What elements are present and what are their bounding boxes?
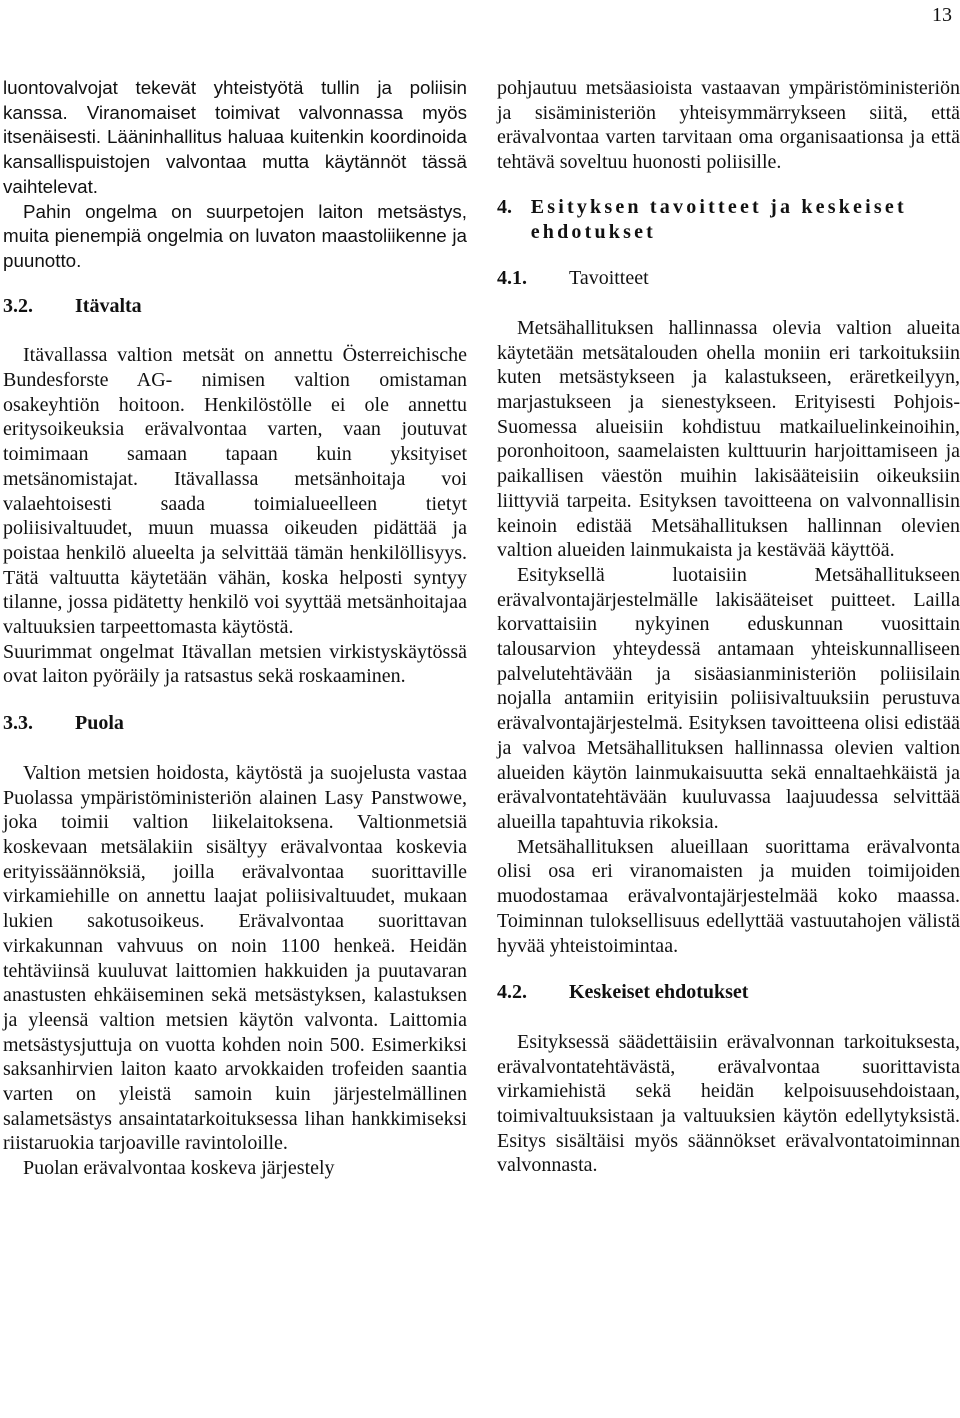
section-title: Keskeiset ehdotukset xyxy=(569,981,749,1004)
section-title: Puola xyxy=(75,712,124,735)
proposals-paragraph: Esityksessä säädettäisiin erävalvonnan tarkoituksesta, erävalvontatehtävästä, erävalvontaa suorittavista virkamiehistä sekä heidän kelpoisuusehdoistaan, toimivaltuuksistaan ja valtuuksien käytön edellytyksistä. Esitys sisältäisi myös säännökset erävalvontatoiminnan valvonnasta. xyxy=(497,1030,960,1177)
section-number: 4.2. xyxy=(497,981,527,1004)
section-number: 4.1. xyxy=(497,267,527,290)
goals-paragraph-1: Metsähallituksen hallinnassa olevia valtion alueita käytetään metsätalouden ohella moniin eri tarkoituksiin kuten metsästykseen ja kalastukseen, eräretkeilyyn, marjastukseen ja sienestykseen. Erityisesti Pohjois-Suomessa alueisiin kohdistuu matkailuelinkeinoihin, poronhoitoon, saamelaisten kulttuurin harjoittamiseen ja paikallisen väestön muihin lakisääteisiin oikeuksiin liittyviä tarpeita. Esityksen tavoitteena on valvonnallisin keinoin edistää Metsähallituksen hallinnan olevien valtion alueiden lainmukaista ja kestävää käyttöä. xyxy=(497,316,960,562)
section-heading-poland xyxy=(3,711,467,736)
right-column xyxy=(497,76,960,1178)
section-heading-proposals xyxy=(497,980,960,1005)
continuation-paragraph: pohjautuu metsäasioista vastaavan ympäristöministeriön ja sisäministeriön yhteisymmärrykseen siitä, että erävalvontaa varten tarvitaan oma organisaationsa ja että tehtävä soveltuu huonosti poliisille. xyxy=(497,77,960,174)
goals-paragraph-3: Metsähallituksen alueillaan suorittama erävalvonta olisi osa eri viranomaisten ja muiden toimijoiden muodostamaa erävalvontajärjestelmää koko maassa. Toiminnan tuloksellisuus edellyttää vastuutahojen välistä hyvää yhteistoimintaa. xyxy=(497,835,960,957)
section-title: Itävalta xyxy=(75,294,142,317)
goals-paragraph-2: Esityksellä luotaisiin Metsähallitukseen erävalvontajärjestelmälle lakisääteiset puitteet. Lailla korvattaisiin nykyinen eduskunnan vuosittain talousarvion yhteydessä antamaan yhteiskunnalliseen palvelutehtävään ja sisäasianministeriön poliisilain nojalla antamiin erityisiin poliisivaltuuksiin perustuva erävalvontajärjestelmä. Esityksen tavoitteena olisi edistää ja valvoa Metsähallituksen hallinnassa olevien valtion alueiden käytön lainmukaisuutta sekä ennaltaehkäistä ja erävalvontatehtävään kuuluvassa laajuudessa selvittää alueilla tapahtuvia rikoksia. xyxy=(497,563,960,833)
page-number: 13 xyxy=(932,4,952,26)
austria-paragraph: Itävallassa valtion metsät on annettu Österreichische Bundesforste AG- nimisen valtion omistaman osakeyhtiön hoitoon. Henkilöstölle ei ole annettu eritysoikeuksia erävalvontaa varten, vaan joutuvat toimimaan samaan tapaan kuin yksityiset metsänomistajat. Itävallassa metsänhoitaja voi valaehtoisesti saada toimialueelleen tietyt poliisivaltuudet, muun muassa oikeuden pidättää ja poistaa henkilö alueelta ja selvittää tämän henkilöllisyys. Tätä valtuutta käytetään vähän, koska helposti syntyy tilanne, jossa pidätetty henkilö voi syyttää metsänhoitajaa valtuuksien tarpeettomasta käytöstä. xyxy=(3,344,467,639)
intro-paragraph: luontovalvojat tekevät yhteistyötä tullin ja poliisin kanssa. Viranomaiset toimivat valvonnassa myös itsenäisesti. Lääninhallitus haluaa kuitenkin koordinoida kansallispuistojen valvontaa mutta käytännöt tässä vaihtelevat. xyxy=(3,77,467,197)
section-heading-austria xyxy=(3,294,467,319)
chapter-number: 4. xyxy=(497,195,512,218)
austria-problems-paragraph: Suurimmat ongelmat Itävallan metsien virkistyskäytössä ovat laiton pyöräily ja ratsastus sekä roskaaminen. xyxy=(3,640,467,688)
poland-arrangement-paragraph: Puolan erävalvontaa koskeva järjestely xyxy=(23,1157,335,1180)
poland-paragraph: Valtion metsien hoidosta, käytöstä ja suojelusta vastaa Puolassa ympäristöministeriön alainen Lasy Panstwowe, joka toimii valtion liikelaitoksena. Valtionmetsiä koskevaan metsälakiin sisältyy erävalvontaa koskevia erityissäännöksiä, joilla erävalvontaa suorittaville virkamiehille on annettu laajat poliisivaltuudet, mukaan lukien sakotusoikeus. Erävalvontaa suorittavan virkakunnan vahvuus on noin 1100 henkeä. Heidän tehtäviinsä kuuluvat laittomien hakkuiden ja puutavaran anastusten ehkäiseminen sekä metsästyksen, kalastuksen ja yleensä valtion metsien käytön valvonta. Laittomia metsästysjuttuja on vuotta kohden noin 500. Esimerkiksi saksanhirvien laiton kaato arvokkaiden trofeiden saantia varten on yleistä samoin kuin järjestelmällinen salametsästys ansaintatarkoituksessa lihan hankkimiseksi riistaruokia tarjoaville ravintoloille. xyxy=(3,761,467,1155)
problems-paragraph: Pahin ongelma on suurpetojen laiton metsästys, muita pienempiä ongelmia on luvaton maastoliikenne ja puunotto. xyxy=(3,200,467,271)
chapter-title: Esityksen tavoitteet ja keskeiset ehdotukset xyxy=(530,195,907,243)
left-column xyxy=(3,76,467,1181)
section-number: 3.2. xyxy=(3,294,33,317)
section-number: 3.3. xyxy=(3,712,33,735)
section-title: Tavoitteet xyxy=(569,267,649,290)
section-heading-goals xyxy=(497,266,960,291)
chapter-heading xyxy=(497,195,960,244)
